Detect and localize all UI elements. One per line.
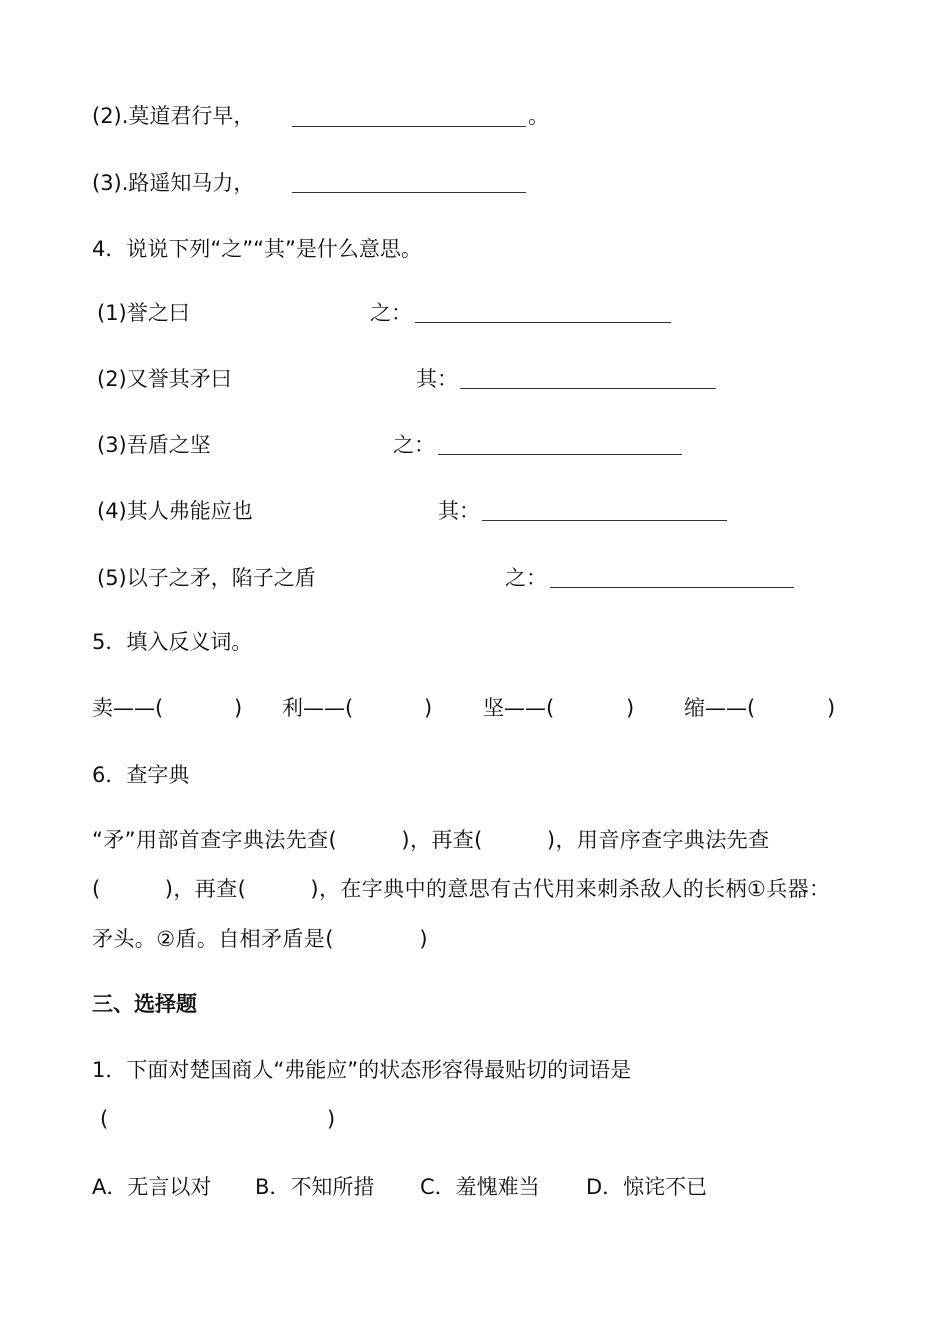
q6-line-2: ( )，再查( )，在字典中的意思有古代用来刺杀敌人的长柄①兵器： bbox=[92, 877, 831, 901]
q5-item-2: 利——( bbox=[282, 696, 354, 720]
q5-title: 5．填入反义词。 bbox=[92, 630, 253, 654]
q4-item-2-answer-blank[interactable] bbox=[460, 388, 716, 389]
q3-item-3-answer-blank[interactable] bbox=[292, 192, 526, 193]
s3-q1-option-b[interactable]: B．不知所措 bbox=[255, 1175, 375, 1199]
q3-item-2-answer-blank[interactable] bbox=[292, 126, 526, 127]
q3-item-3 bbox=[92, 168, 254, 198]
q4-item-5-word: 之： bbox=[505, 566, 547, 590]
q4-item-4-label: (4)其人弗能应也 bbox=[97, 499, 253, 523]
q3-item-2-suffix: 。 bbox=[528, 104, 549, 128]
s3-q1-paren-close: ) bbox=[327, 1107, 336, 1131]
q4-item-1-label: (1)誉之曰 bbox=[97, 301, 190, 325]
q5-item-3-close: ) bbox=[626, 696, 635, 720]
q5-item-3: 坚——( bbox=[483, 696, 555, 720]
q6-line-1: “矛”用部首查字典法先查( )，再查( )，用音序查字典法先查 bbox=[92, 828, 770, 852]
s3-q1-option-d[interactable]: D．惊诧不已 bbox=[586, 1175, 708, 1199]
q4-item-4-word: 其： bbox=[438, 499, 480, 523]
q5-item-1: 卖——( bbox=[92, 696, 164, 720]
q3-item-2-label: (2).莫道君行早， bbox=[92, 104, 255, 128]
q4-item-1-word: 之： bbox=[370, 301, 412, 325]
q4-item-1-answer-blank[interactable] bbox=[415, 322, 671, 323]
q4-item-5-answer-blank[interactable] bbox=[550, 587, 794, 588]
q4-item-2-label: (2)又誉其矛曰 bbox=[97, 367, 232, 391]
section-3-heading: 三、选择题 bbox=[92, 992, 197, 1016]
q4-title: 4．说说下列“之”“其”是什么意思。 bbox=[92, 237, 422, 261]
s3-q1-stem: 1．下面对楚国商人“弗能应”的状态形容得最贴切的词语是 bbox=[92, 1058, 632, 1082]
q5-item-4-close: ) bbox=[827, 696, 836, 720]
q6-title: 6．查字典 bbox=[92, 763, 190, 787]
q4-item-2-word: 其： bbox=[416, 367, 458, 391]
q6-line-3: 矛头。②盾。自相矛盾是( ) bbox=[92, 927, 429, 951]
q5-item-1-close: ) bbox=[234, 696, 243, 720]
q5-item-4: 缩——( bbox=[684, 696, 756, 720]
q4-item-4-answer-blank[interactable] bbox=[482, 520, 727, 521]
q5-item-2-close: ) bbox=[424, 696, 433, 720]
q4-item-3-label: (3)吾盾之坚 bbox=[97, 433, 211, 457]
q4-item-5-label: (5)以子之矛，陷子之盾 bbox=[97, 566, 316, 590]
s3-q1-option-c[interactable]: C．羞愧难当 bbox=[420, 1175, 540, 1199]
q4-item-3-word: 之： bbox=[393, 433, 435, 457]
q3-item-2 bbox=[92, 101, 254, 131]
s3-q1-option-a[interactable]: A．无言以对 bbox=[92, 1175, 212, 1199]
s3-q1-paren-open: ( bbox=[100, 1107, 109, 1131]
q4-item-3-answer-blank[interactable] bbox=[438, 454, 682, 455]
q3-item-3-label: (3).路遥知马力， bbox=[92, 171, 255, 195]
